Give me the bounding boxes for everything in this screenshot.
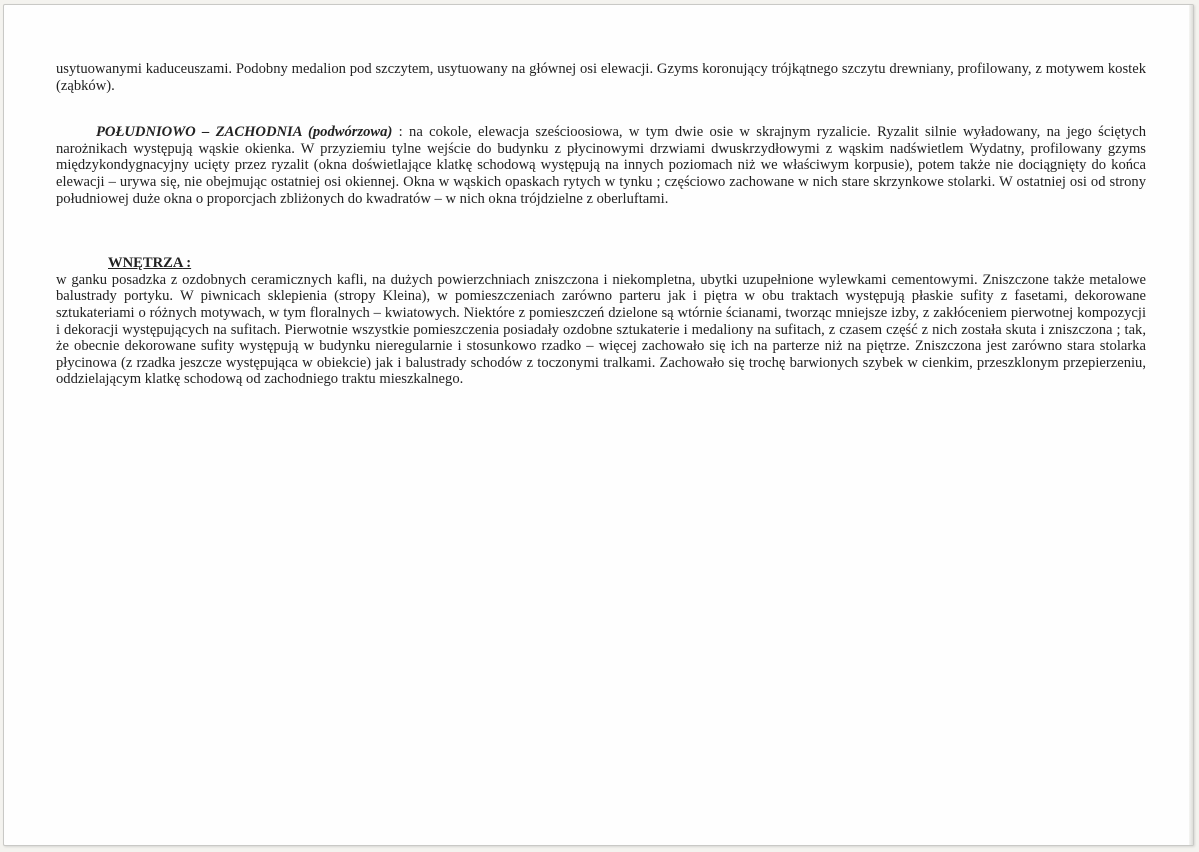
paragraph-south-west-elevation — [56, 124, 1146, 207]
document-body — [56, 61, 1146, 388]
paragraph-lead-heading: POŁUDNIOWO – ZACHODNIA (podwórzowa) — [96, 124, 393, 141]
section-heading-interiors — [108, 255, 1146, 272]
paragraph-body-text: : na cokole, elewacja sześcioosiowa, w tym dwie osie w skrajnym ryzalicie. Ryzalit silnie wyładowany, na jego ściętych narożnikach występują wąskie okienka. W przyziemiu tylne wejście do budynku z płycinowymi drzwiami dwuskrzydłowymi z wąskim nadświetlem Wydatny, profilowany gzyms międzykondygnacyjny ucięty przez ryzalit (okna doświetlające klatkę schodową występują na innych poziomach niż we właściwym korpusie), potem także nie dociągnięty do końca elewacji – urywa się, nie obejmując ostatniej osi okiennej. Okna w wąskich opaskach rytych w tynku ; częściowo zachowane w nich stare skrzynkowe stolarki. W ostatniej osi od strony południowej duże okna o proporcjach zbliżonych do kwadratów – w nich okna trójdzielne z oberluftami. — [56, 124, 1146, 207]
document-page — [3, 4, 1194, 846]
paragraph-interiors: w ganku posadzka z ozdobnych ceramicznych kafli, na dużych powierzchniach zniszczona i niekompletna, ubytki uzupełnione wylewkami cementowymi. Zniszczone także metalowe balustrady portyku. W piwnicach sklepienia (stropy Kleina), w pomieszczeniach zarówno parteru jak i piętra w obu traktach występują płaskie sufity z fasetami, dekorowane sztukateriami o różnych motywach, w tym floralnych – kwiatowych. Niektóre z pomieszczeń dzielone są wtórnie ścianami, tworząc mniejsze izby, z zakłóceniem pierwotnej kompozycji i dekoracji występujących na sufitach. Pierwotnie wszystkie pomieszczenia posiadały ozdobne sztukaterie i medaliony na sufitach, z czasem część z nich została skuta i zniszczona ; tak, że obecnie dekorowane sufity występują w budynku nieregularnie i stosunkowo rzadko – więcej zachowało się ich na parterze niż na piętrze. Zniszczona jest zarówno stara stolarka płycinowa (z rzadka jeszcze występująca w obiekcie) jak i balustrady schodów z toczonymi tralkami. Zachowało się trochę barwionych szybek w cienkim, przeszklonym przepierzeniu, oddzielającym klatkę schodową od zachodniego traktu mieszkalnego. — [56, 271, 1146, 388]
page-edge — [1189, 5, 1193, 845]
section-heading-colon: : — [182, 255, 192, 272]
section-heading-text: WNĘTRZA — [108, 255, 183, 272]
paragraph-intro: usytuowanymi kaduceuszami. Podobny medalion pod szczytem, usytuowany na głównej osi elewacji. Gzyms koronujący trójkątnego szczytu drewniany, profilowany, z motywem kostek (ząbków). — [56, 61, 1146, 94]
